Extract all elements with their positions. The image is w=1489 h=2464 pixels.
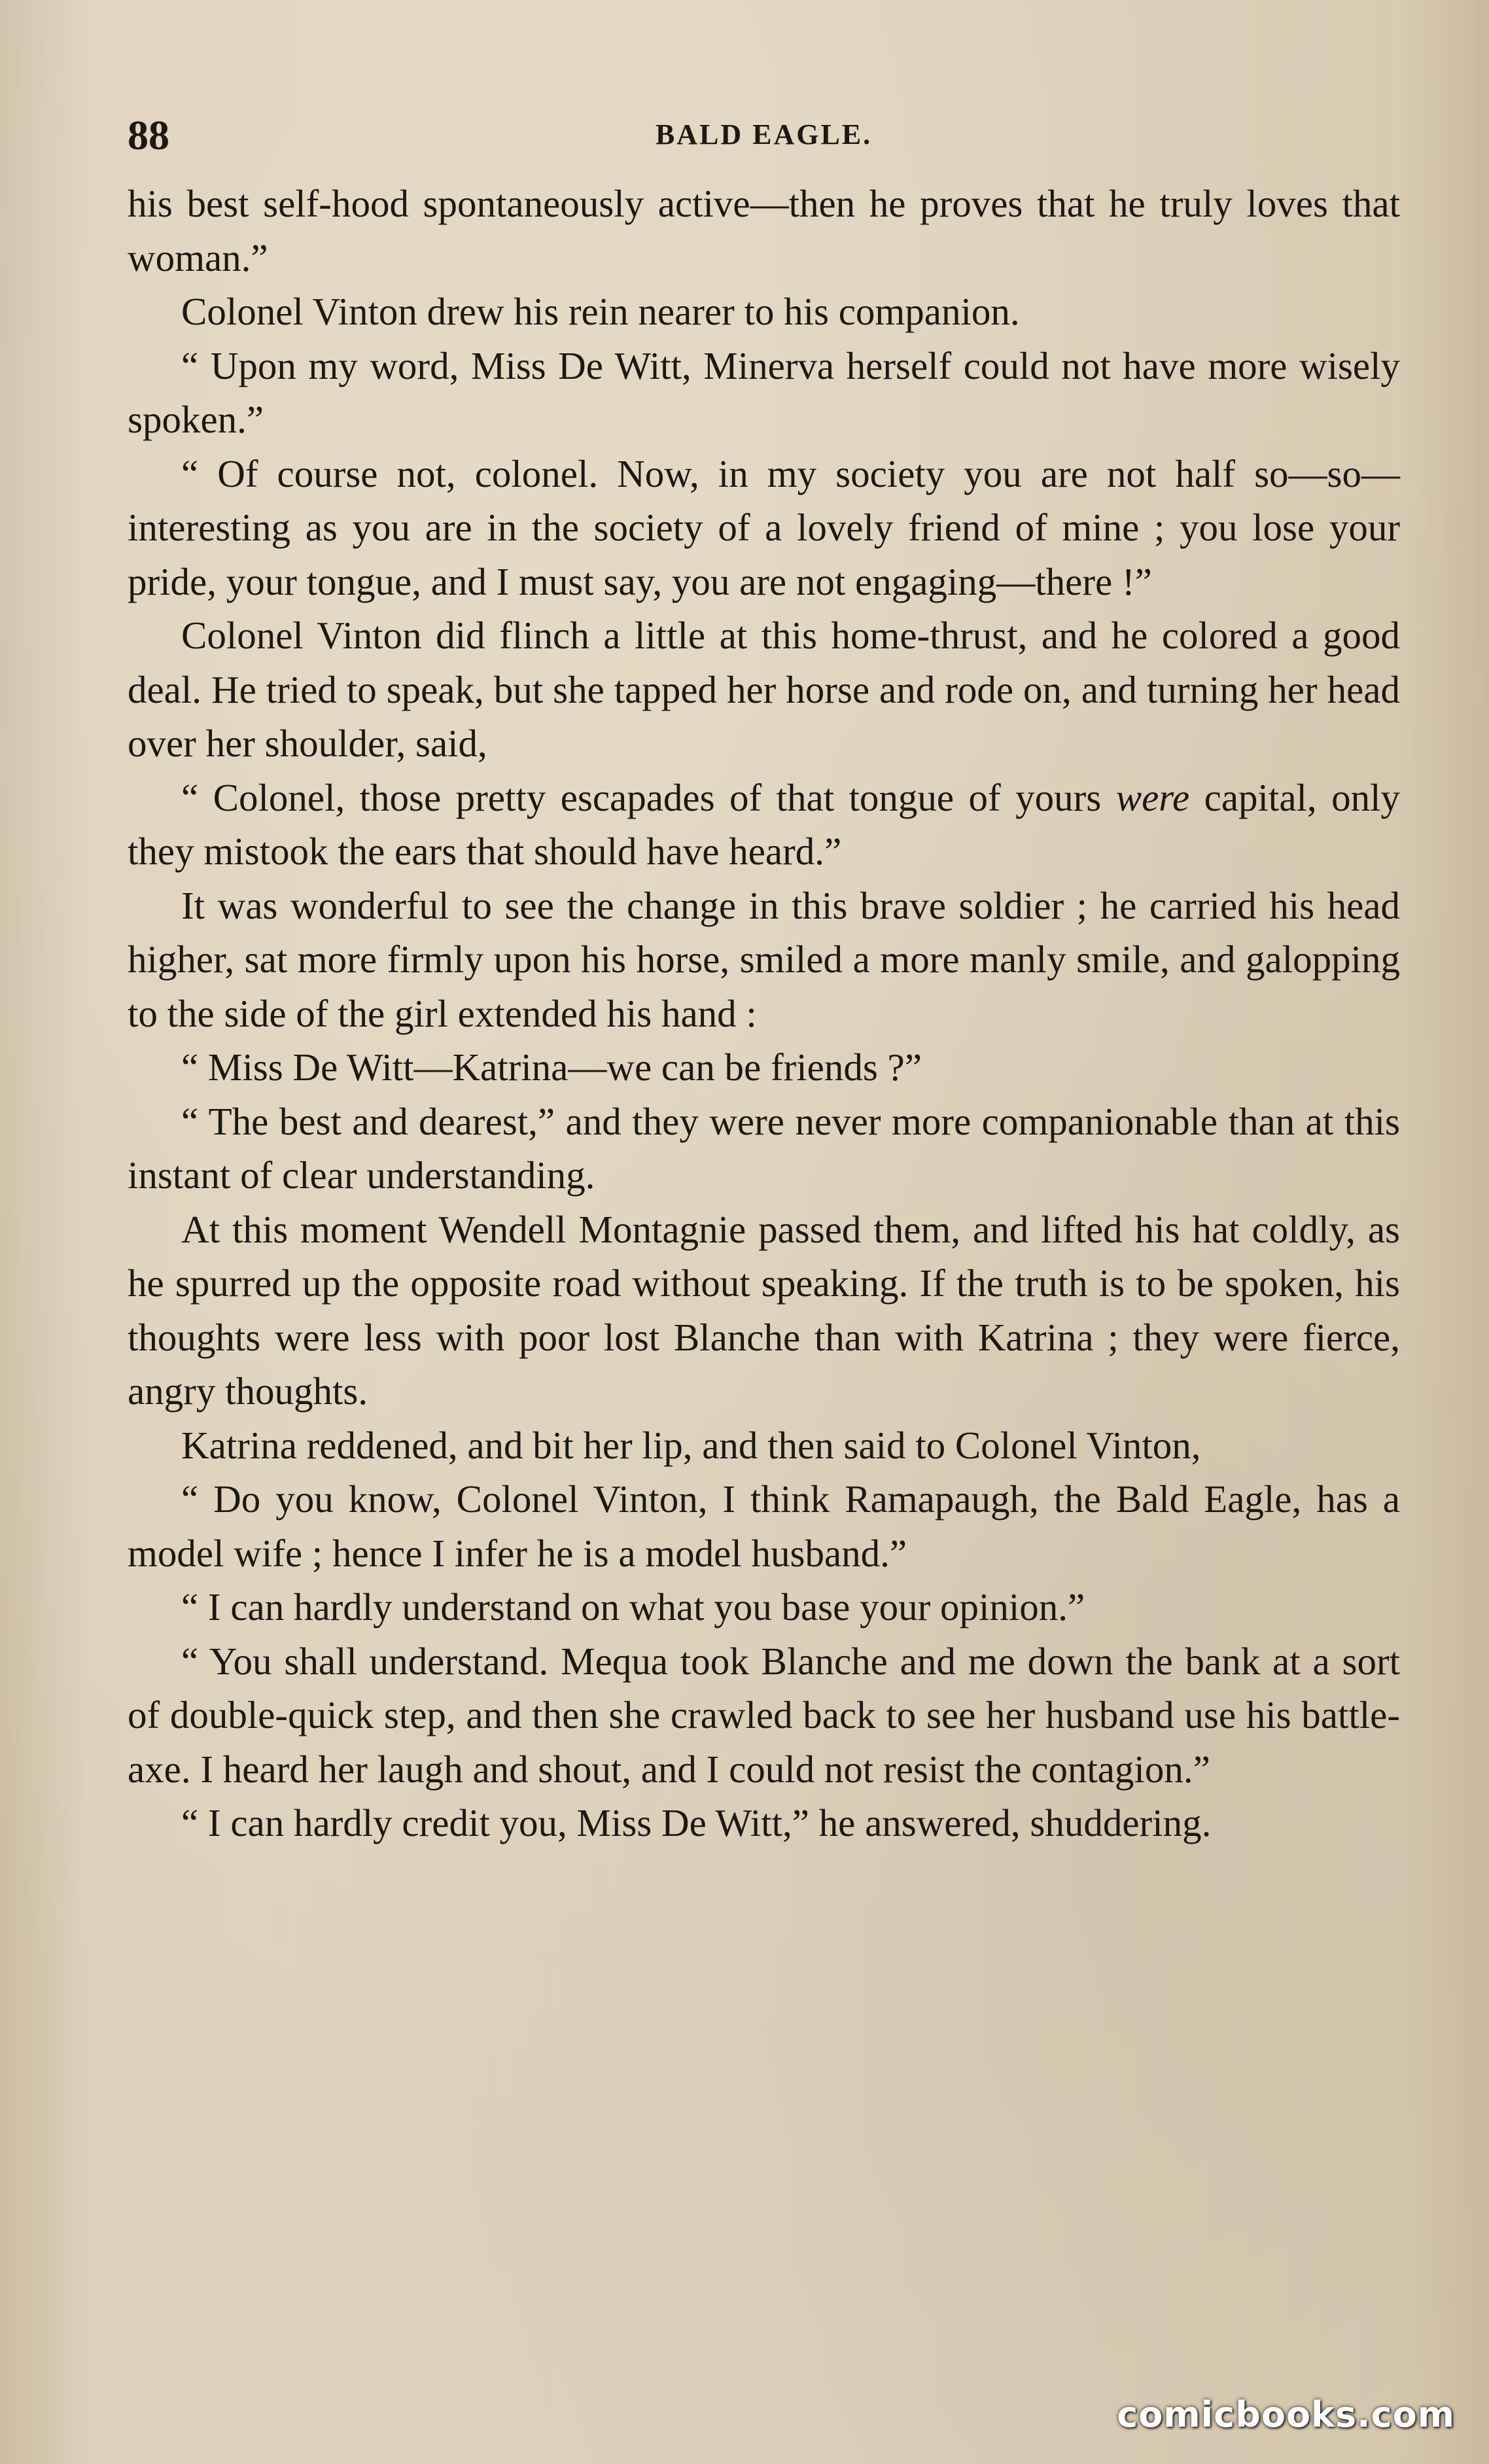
paragraph: “ I can hardly credit you, Miss De Witt,” he answered, shuddering. xyxy=(181,1801,1212,1844)
paragraph: “ Of course not, colonel. Now, in my society you are not half so—so—interesting as you are in the society of a lovely friend of mine ; you lose your pride, your tongue, and I must say, you are not engaging—there !” xyxy=(128,451,1400,603)
paragraph: “ The best and dearest,” and they were never more companionable than at this instant of clear understanding. xyxy=(128,1099,1400,1197)
text-run: “ Colonel, those pretty escapades of that tongue of yours xyxy=(181,775,1116,819)
paragraph: Colonel Vinton did flinch a little at this home-thrust, and he colored a good deal. He tried to speak, but she tapped her horse and rode on, and turning her head over her shoulder, said, xyxy=(128,614,1400,765)
book-page xyxy=(128,98,1400,2323)
paragraph: “ I can hardly understand on what you base your opinion.” xyxy=(181,1585,1085,1628)
page-number: 88 xyxy=(128,112,169,158)
running-head xyxy=(128,98,1400,177)
paragraph: “ Miss De Witt—Katrina—we can be friends ?” xyxy=(181,1046,922,1089)
paragraph: “ You shall understand. Mequa took Blanche and me down the bank at a sort of double-quick step, and then she crawled back to see her husband use his battle-axe. I heard her laugh and shout, and I could not resist the contagion.” xyxy=(128,1639,1400,1791)
body-text xyxy=(128,177,1400,1850)
paragraph: Katrina reddened, and bit her lip, and then said to Colonel Vinton, xyxy=(181,1423,1201,1467)
text-run: capital, only they mistook the ears that should have heard.” xyxy=(128,775,1400,873)
paragraph: Colonel Vinton drew his rein nearer to his companion. xyxy=(181,290,1020,333)
paragraph: his best self-hood spontaneously active—then he proves that he truly loves that woman.” xyxy=(128,182,1400,279)
paragraph: “ Upon my word, Miss De Witt, Minerva herself could not have more wisely spoken.” xyxy=(128,343,1400,441)
watermark: comicbooks.com xyxy=(1117,2394,1455,2435)
paragraph xyxy=(128,771,1400,879)
italic-text-run: were xyxy=(1115,775,1190,819)
paragraph: It was wonderful to see the change in this brave soldier ; he carried his head higher, sat more firmly upon his horse, smiled a more manly smile, and galopping to the side of the girl extended his hand : xyxy=(128,883,1400,1035)
paragraph: At this moment Wendell Montagnie passed them, and lifted his hat coldly, as he spurred up the opposite road without speaking. If the truth is to be spoken, his thoughts were less with poor lost Blanche than with Katrina ; they were fierce, angry thoughts. xyxy=(128,1207,1400,1413)
paragraph: “ Do you know, Colonel Vinton, I think Ramapaugh, the Bald Eagle, has a model wife ; hence I infer he is a model husband.” xyxy=(128,1477,1400,1575)
running-title: BALD EAGLE. xyxy=(655,118,873,150)
